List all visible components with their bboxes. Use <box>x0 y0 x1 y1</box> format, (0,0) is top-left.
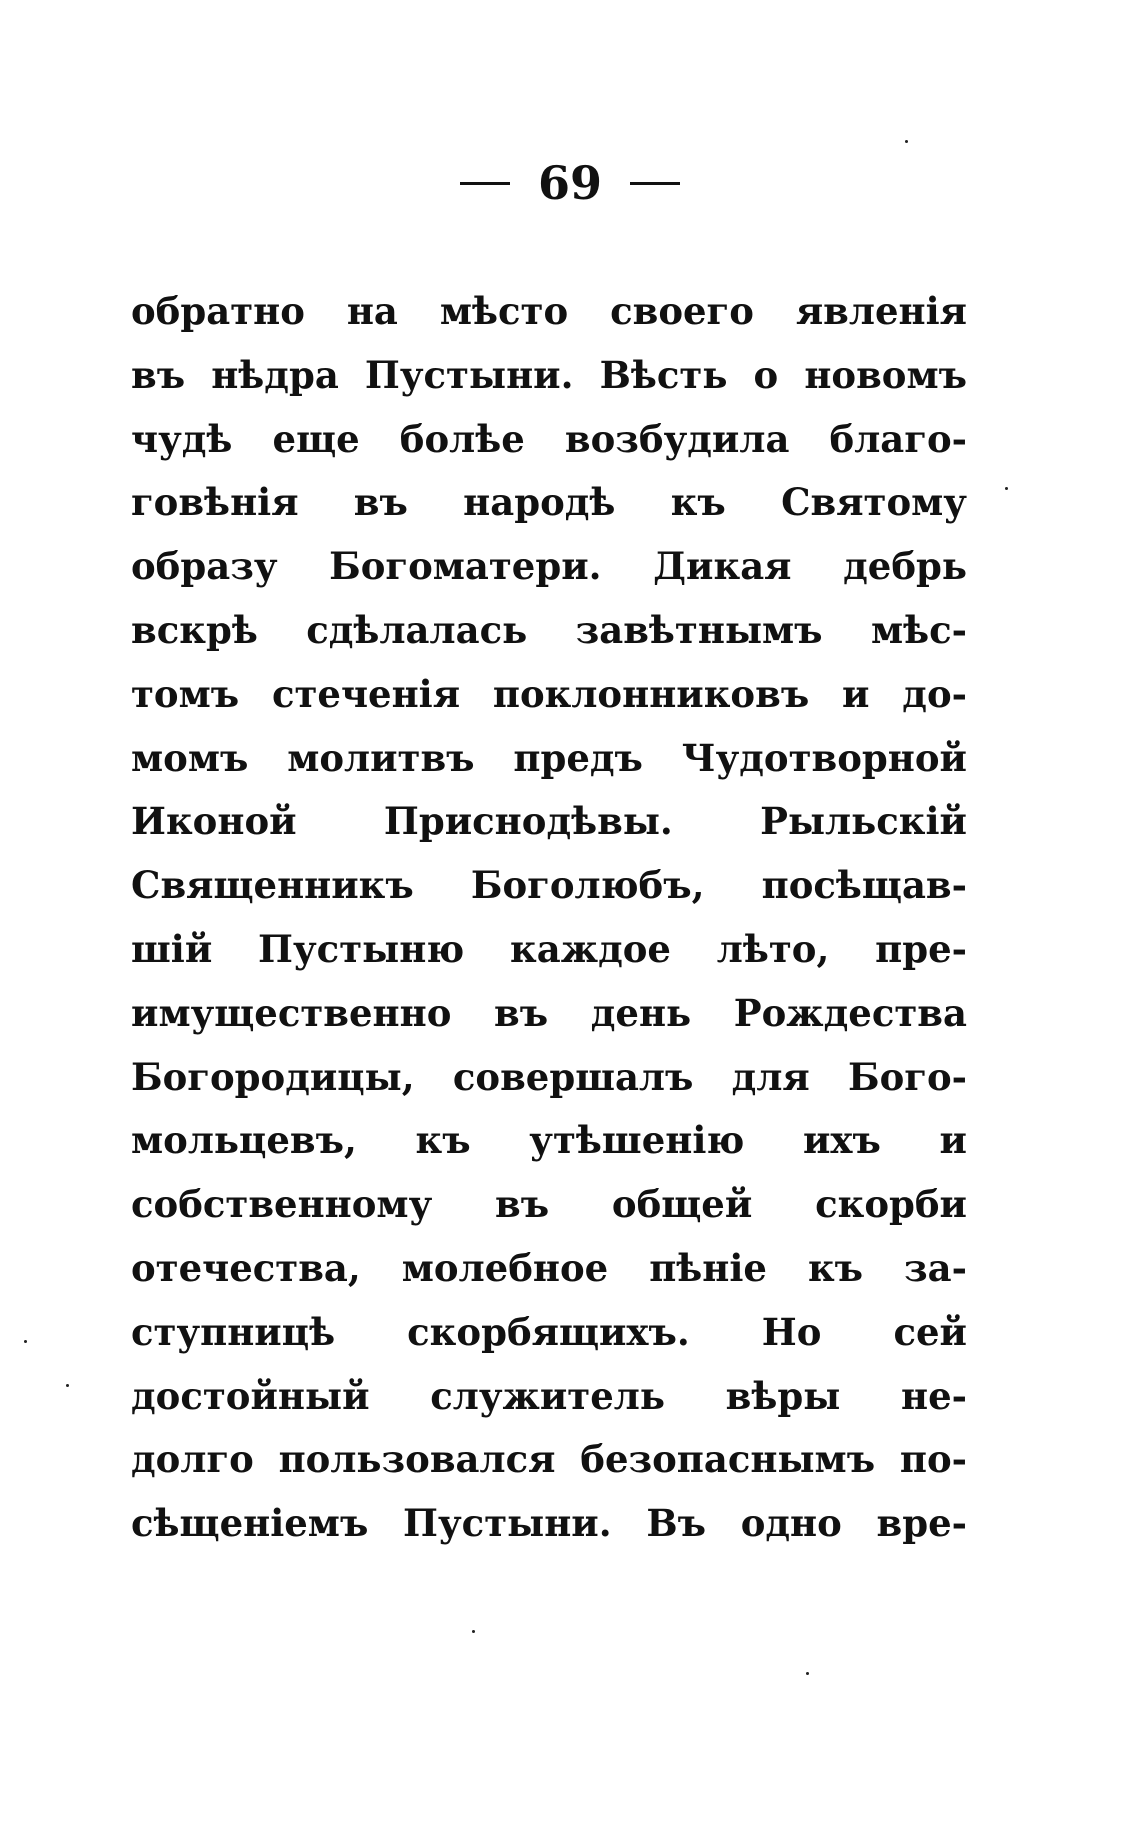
body-text <box>131 280 967 1556</box>
dust-speck <box>806 1672 809 1675</box>
right-dash <box>630 182 680 185</box>
text-line: сѣщеніемъ Пустыни. Въ одно вре- <box>131 1501 967 1546</box>
page-header <box>0 155 1140 211</box>
text-line: Священникъ Боголюбъ, посѣщав- <box>131 863 967 908</box>
left-dash <box>460 182 510 185</box>
text-line: обратно на мѣсто своего явленія <box>131 289 967 333</box>
text-line: чудѣ еще болѣе возбудила благо- <box>131 416 967 461</box>
text-line: говѣнія въ народѣ къ Святому <box>131 480 967 525</box>
text-line: шій Пустыню каждое лѣто, пре- <box>131 926 967 971</box>
text-line: Богородицы, совершалъ для Бого- <box>131 1054 967 1099</box>
text-line: отечества, молебное пѣніе къ за- <box>131 1245 967 1290</box>
text-line: въ нѣдра Пустыни. Вѣсть о новомъ <box>131 352 967 397</box>
text-line: Иконой Приснодѣвы. Рыльскій <box>131 799 967 844</box>
text-line: момъ молитвъ предъ Чудотворной <box>131 735 967 780</box>
text-line: вскрѣ сдѣлалась завѣтнымъ мѣс- <box>131 607 967 652</box>
text-line: достойный служитель вѣры не- <box>131 1373 967 1418</box>
text-line: долго пользовался безопаснымъ по- <box>131 1437 967 1482</box>
dust-speck <box>472 1630 475 1633</box>
dust-speck <box>905 140 908 143</box>
page-number: 69 <box>537 156 602 210</box>
text-line: имущественно въ день Рождества <box>131 990 967 1035</box>
dust-speck <box>24 1340 27 1343</box>
text-line: мольцевъ, къ утѣшенію ихъ и <box>131 1118 967 1163</box>
text-line: собственному въ общей скорби <box>131 1182 967 1227</box>
text-line: образу Богоматери. Дикая дебрь <box>131 544 967 589</box>
dust-speck <box>66 1384 69 1387</box>
dust-speck <box>1005 487 1008 490</box>
text-line: томъ стеченія поклонниковъ и до- <box>131 671 967 716</box>
text-line: ступницѣ скорбящихъ. Но сей <box>131 1309 967 1354</box>
